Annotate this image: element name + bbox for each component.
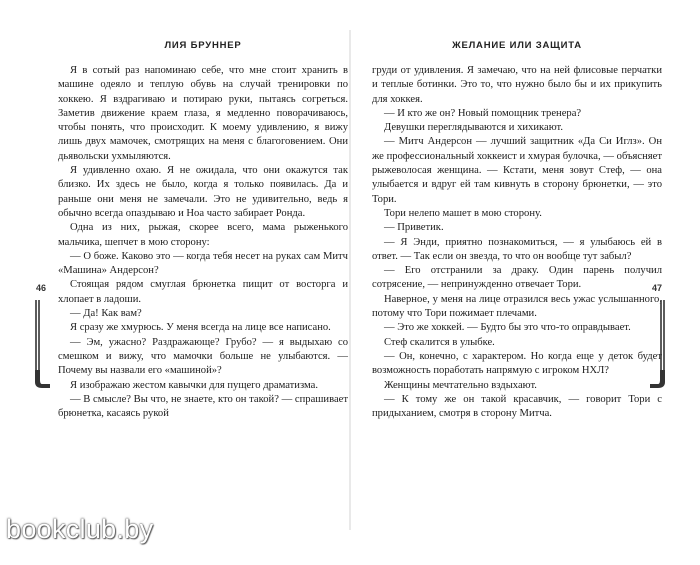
paragraph: — Приветик.: [384, 222, 444, 234]
right-running-head: ЖЕЛАНИЕ ИЛИ ЗАЩИТА: [452, 40, 582, 51]
hockey-stick-icon: [30, 300, 52, 397]
paragraph: Стеф скалится в улыбке.: [384, 336, 495, 348]
hockey-stick-icon: [648, 300, 670, 397]
paragraph: — Митч Андерсон — лучший защитник «Да Си Иглз». Он же профессиональный хоккеист и хмурая булочка, — объясняет рыжеволосая женщина. — Кстати, меня зовут Стеф, — она улыбается и вдруг ей там кивнуть в сторону брюнетки, — это Тори.: [372, 136, 662, 205]
paragraph: Я в сотый раз напоминаю себе, что мне стоит хранить в машине одеяло и теплую обувь на случай тренировки по хоккею. Я вздрагиваю и потираю руки, пытаясь согреться. Заметив движение краем глаза, я медленно поворачиваюсь, чтобы понять, что происходит. К моему удивлению, я вижу лишь двух мамочек, смотрящих на меня с благоговением. Они дьявольски ухмыляются.: [58, 65, 348, 162]
page-gutter: [349, 30, 351, 530]
paragraph: — В смысле? Вы что, не знаете, кто он такой? — спрашивает брюнетка, касаясь рукой: [58, 393, 348, 420]
left-page-number: 46: [36, 283, 47, 293]
paragraph: Наверное, у меня на лице отразился весь ужас услышанного, потому что Тори пожимает плечами.: [372, 293, 662, 320]
right-page: [372, 40, 662, 421]
paragraph: — Эм, ужасно? Раздражающе? Грубо? — я выдыхаю со смешком и вижу, что мамочки больше не улыбаются. — Почему вы назвали его «машиной»?: [58, 336, 348, 377]
paragraph: — Это же хоккей. — Будто бы это что-то оправдывает.: [384, 322, 631, 334]
right-body-text: [372, 64, 662, 421]
left-body-text: [58, 64, 348, 421]
paragraph: Я изображаю жестом кавычки для пущего драматизма.: [70, 379, 318, 391]
paragraph: Я удивленно охаю. Я не ожидала, что они окажутся так близко. Их здесь не было, когда я только появилась. Да и раньше они меня не замечали. Это не удивительно, ведь я обычно всегда опаздываю и Ноа часто забирает Ронда.: [58, 165, 348, 219]
right-page-number: 47: [652, 283, 663, 293]
paragraph: — И кто же он? Новый помощник тренера?: [384, 107, 582, 119]
paragraph: — Да! Как вам?: [70, 308, 142, 320]
paragraph-continuation: груди от удивления. Я замечаю, что на ней флисовые перчатки и теплые ботинки. Это то, что нужно было бы и их прикупить для хоккея.: [372, 65, 662, 105]
paragraph: Женщины мечтательно вздыхают.: [384, 379, 537, 391]
paragraph: Тори нелепо машет в мою сторону.: [384, 207, 542, 219]
paragraph: — Его отстранили за драку. Один парень получил сотрясение, — непринужденно отвечает Тори.: [372, 265, 662, 291]
left-page: [58, 40, 348, 421]
paragraph: — О боже. Каково это — когда тебя несет на руках сам Митч «Машина» Андерсон?: [58, 250, 348, 277]
paragraph: Я сразу же хмурюсь. У меня всегда на лице все написано.: [70, 322, 331, 334]
paragraph: Девушки переглядываются и хихикают.: [384, 122, 563, 134]
paragraph: Одна из них, рыжая, скорее всего, мама рыженького мальчика, шепчет в мою сторону:: [58, 222, 348, 248]
left-running-head: ЛИЯ БРУННЕР: [164, 40, 242, 51]
paragraph: — К тому же он такой красавчик, — говорит Тори с придыханием, смотря в сторону Митча.: [372, 393, 662, 420]
paragraph: — Я Энди, приятно познакомиться, — я улыбаюсь ей в ответ. — Так если он звезда, то что он вообще тут забыл?: [372, 236, 662, 262]
watermark-logo: bookclub.by: [6, 514, 154, 544]
paragraph: Стоящая рядом смуглая брюнетка пищит от восторга и хлопает в ладоши.: [58, 279, 348, 305]
paragraph: — Он, конечно, с характером. Но когда еще у деток будет возможность поработать напрямую с игроком НХЛ?: [372, 350, 662, 377]
